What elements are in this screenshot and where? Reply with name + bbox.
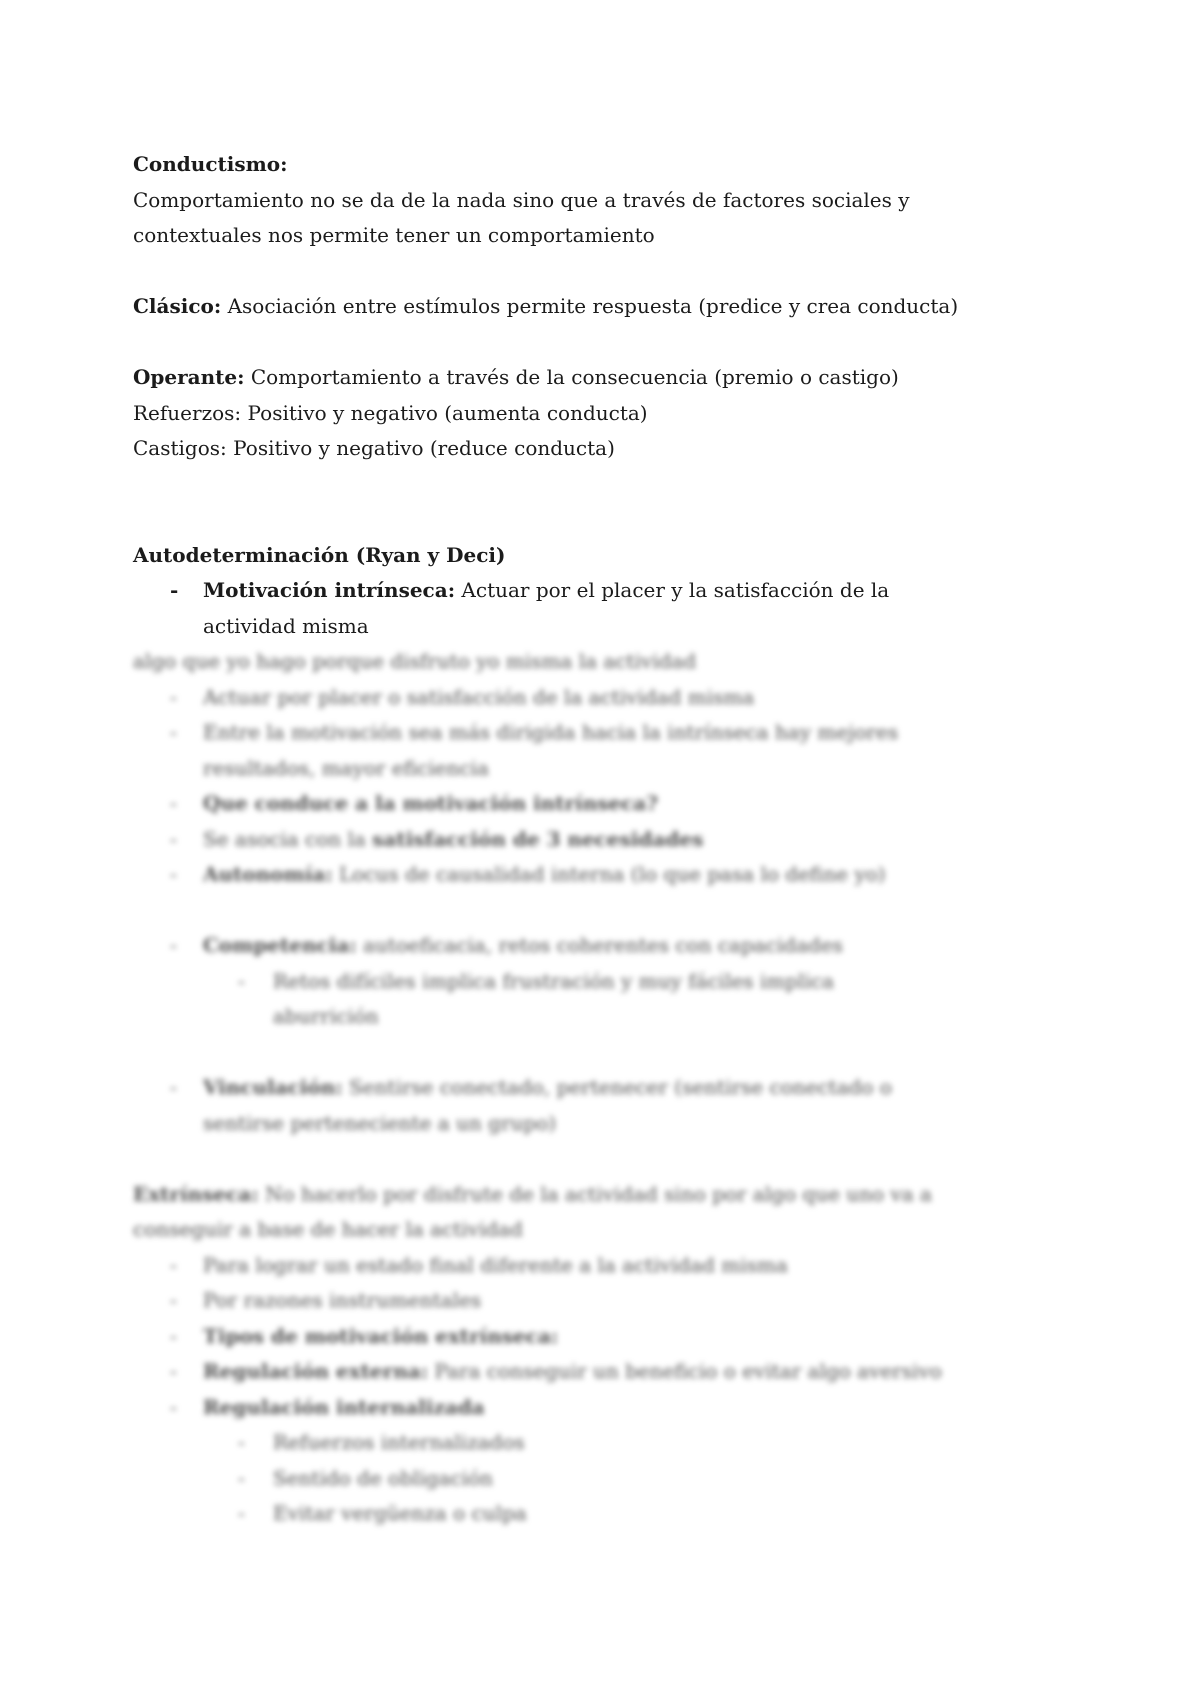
blurred-bullet-regulacion-internalizada bbox=[133, 1390, 1072, 1426]
blurred-note-line bbox=[133, 644, 1072, 680]
text-run: resultados, mayor eficiencia bbox=[203, 755, 489, 780]
text-run: conseguir a base de hacer la actividad bbox=[133, 1217, 523, 1241]
bullet-dash: - bbox=[170, 826, 177, 851]
text-run: Tipos de motivación extrínseca: bbox=[203, 1323, 559, 1348]
bullet-dash: - bbox=[170, 1394, 177, 1419]
text-run: sentirse perteneciente a un grupo) bbox=[203, 1110, 557, 1135]
blank-line bbox=[133, 502, 1072, 538]
blurred-bullet-regulacion-externa bbox=[133, 1354, 1072, 1390]
bullet-dash: - bbox=[170, 1359, 177, 1383]
text-run: Actuar por placer o satisfacción de la actividad misma bbox=[203, 684, 755, 709]
text-run: No hacerlo por disfrute de la actividad sino por algo que uno va a bbox=[258, 1181, 932, 1206]
text-run: algo que yo hago porque disfruto yo misma la actividad bbox=[133, 649, 697, 673]
blurred-bullet-vinculacion-cont bbox=[133, 1106, 1072, 1142]
text-run: Se asocia con la bbox=[203, 826, 373, 851]
text-run: satisfacción de 3 necesidades bbox=[372, 826, 704, 851]
bullet-dash: - bbox=[170, 1323, 177, 1348]
blank-line bbox=[133, 467, 1072, 503]
text-run: Locus de causalidad interna (lo que pasa lo define yo) bbox=[332, 862, 886, 886]
bullet-dash: - bbox=[170, 684, 177, 709]
blurred-subbullet-retos bbox=[133, 964, 1072, 1000]
text-run: Comportamiento no se da de la nada sino que a través de factores sociales y bbox=[133, 187, 910, 212]
text-run: contextuales nos permite tener un comportamiento bbox=[133, 223, 655, 247]
text-run: Refuerzos: Positivo y negativo (aumenta conducta) bbox=[133, 400, 648, 425]
para-clasico bbox=[133, 289, 1072, 325]
blurred-bullet-por-razones bbox=[133, 1283, 1072, 1319]
bullet-dash: - bbox=[170, 1288, 177, 1312]
text-run: Autodeterminación (Ryan y Deci) bbox=[133, 542, 506, 567]
para-castigos bbox=[133, 431, 1072, 467]
bullet-dash: - bbox=[170, 862, 177, 886]
text-run: autoeficacia, retos coherentes con capacidades bbox=[356, 933, 843, 957]
blurred-para-extrinseca bbox=[133, 1177, 1072, 1213]
text-run: Sentirse conectado, pertenecer (sentirse conectado o bbox=[342, 1075, 892, 1099]
blank-line bbox=[133, 1035, 1072, 1071]
text-run: Para conseguir un beneficio o evitar algo aversivo bbox=[428, 1359, 942, 1383]
text-run: Sentido de obligación bbox=[273, 1465, 493, 1490]
heading-autodeterminacion bbox=[133, 538, 1072, 574]
blurred-subbullet-retos-cont bbox=[133, 999, 1072, 1035]
blurred-bullet-para-lograr bbox=[133, 1248, 1072, 1284]
bullet-dash: - bbox=[170, 1252, 177, 1277]
blank-line bbox=[133, 893, 1072, 929]
blurred-subbullet-refuerzos bbox=[133, 1425, 1072, 1461]
blurred-bullet-que-conduce bbox=[133, 786, 1072, 822]
blank-line bbox=[133, 325, 1072, 361]
bullet-dash: - bbox=[170, 1075, 177, 1099]
blurred-subbullet-sentido bbox=[133, 1461, 1072, 1497]
blank-line bbox=[133, 254, 1072, 290]
para-conductismo-line-2 bbox=[133, 218, 1072, 254]
bullet-motivacion-intrinseca-cont bbox=[133, 609, 1072, 645]
text-run: Regulación externa: bbox=[203, 1359, 429, 1383]
blurred-bullet-se-asocia bbox=[133, 822, 1072, 858]
text-run: Autonomía: bbox=[203, 862, 333, 886]
para-refuerzos bbox=[133, 396, 1072, 432]
blurred-bullet-actuar bbox=[133, 680, 1072, 716]
blurred-subbullet-evitar bbox=[133, 1496, 1072, 1532]
bullet-dash: - bbox=[238, 1430, 245, 1454]
text-run: Actuar por el placer y la satisfacción de la bbox=[455, 578, 890, 602]
text-run: Asociación entre estímulos permite respuesta (predice y crea conducta) bbox=[221, 294, 959, 318]
text-run: Evitar vergüenza o culpa bbox=[273, 1501, 527, 1525]
text-run: Por razones instrumentales bbox=[203, 1288, 482, 1312]
text-run: Operante: bbox=[133, 365, 245, 389]
blurred-bullet-autonomia bbox=[133, 857, 1072, 893]
text-run: actividad misma bbox=[203, 613, 369, 638]
blurred-bullet-competencia bbox=[133, 928, 1072, 964]
blurred-bullet-vinculacion bbox=[133, 1070, 1072, 1106]
text-run: Regulación internalizada bbox=[203, 1394, 485, 1419]
heading-conductismo bbox=[133, 147, 1072, 183]
text-run: aburrición bbox=[273, 1004, 379, 1028]
text-run: Motivación intrínseca: bbox=[203, 578, 456, 602]
text-run: Retos difíciles implica frustración y muy fáciles implica bbox=[273, 968, 835, 993]
bullet-dash: - bbox=[238, 1465, 245, 1490]
bullet-dash: - bbox=[170, 578, 179, 602]
text-run: Castigos: Positivo y negativo (reduce conducta) bbox=[133, 436, 615, 460]
blurred-bullet-entre bbox=[133, 715, 1072, 751]
text-run: Que conduce a la motivación intrínseca? bbox=[203, 791, 658, 815]
text-run: Competencia: bbox=[203, 933, 357, 957]
bullet-dash: - bbox=[170, 933, 177, 957]
para-operante bbox=[133, 360, 1072, 396]
text-run: Comportamiento a través de la consecuencia (premio o castigo) bbox=[244, 365, 899, 389]
text-run: Clásico: bbox=[133, 294, 222, 318]
text-run: Vinculación: bbox=[203, 1075, 343, 1099]
text-run: Refuerzos internalizados bbox=[273, 1430, 525, 1454]
text-run: Conductismo: bbox=[133, 152, 288, 176]
blurred-bullet-entre-cont bbox=[133, 751, 1072, 787]
text-run: Para lograr un estado final diferente a la actividad misma bbox=[203, 1252, 788, 1277]
bullet-dash: - bbox=[238, 968, 245, 993]
blurred-bullet-tipos bbox=[133, 1319, 1072, 1355]
blurred-para-extrinseca-cont bbox=[133, 1212, 1072, 1248]
blank-line bbox=[133, 1141, 1072, 1177]
bullet-motivacion-intrinseca bbox=[133, 573, 1072, 609]
text-run: Extrínseca: bbox=[133, 1181, 259, 1206]
text-run: Entre la motivación sea más dirigida hacia la intrínseca hay mejores bbox=[203, 720, 899, 744]
bullet-dash: - bbox=[170, 720, 177, 744]
para-conductismo-line-1 bbox=[133, 183, 1072, 219]
bullet-dash: - bbox=[238, 1501, 245, 1525]
bullet-dash: - bbox=[170, 791, 177, 815]
